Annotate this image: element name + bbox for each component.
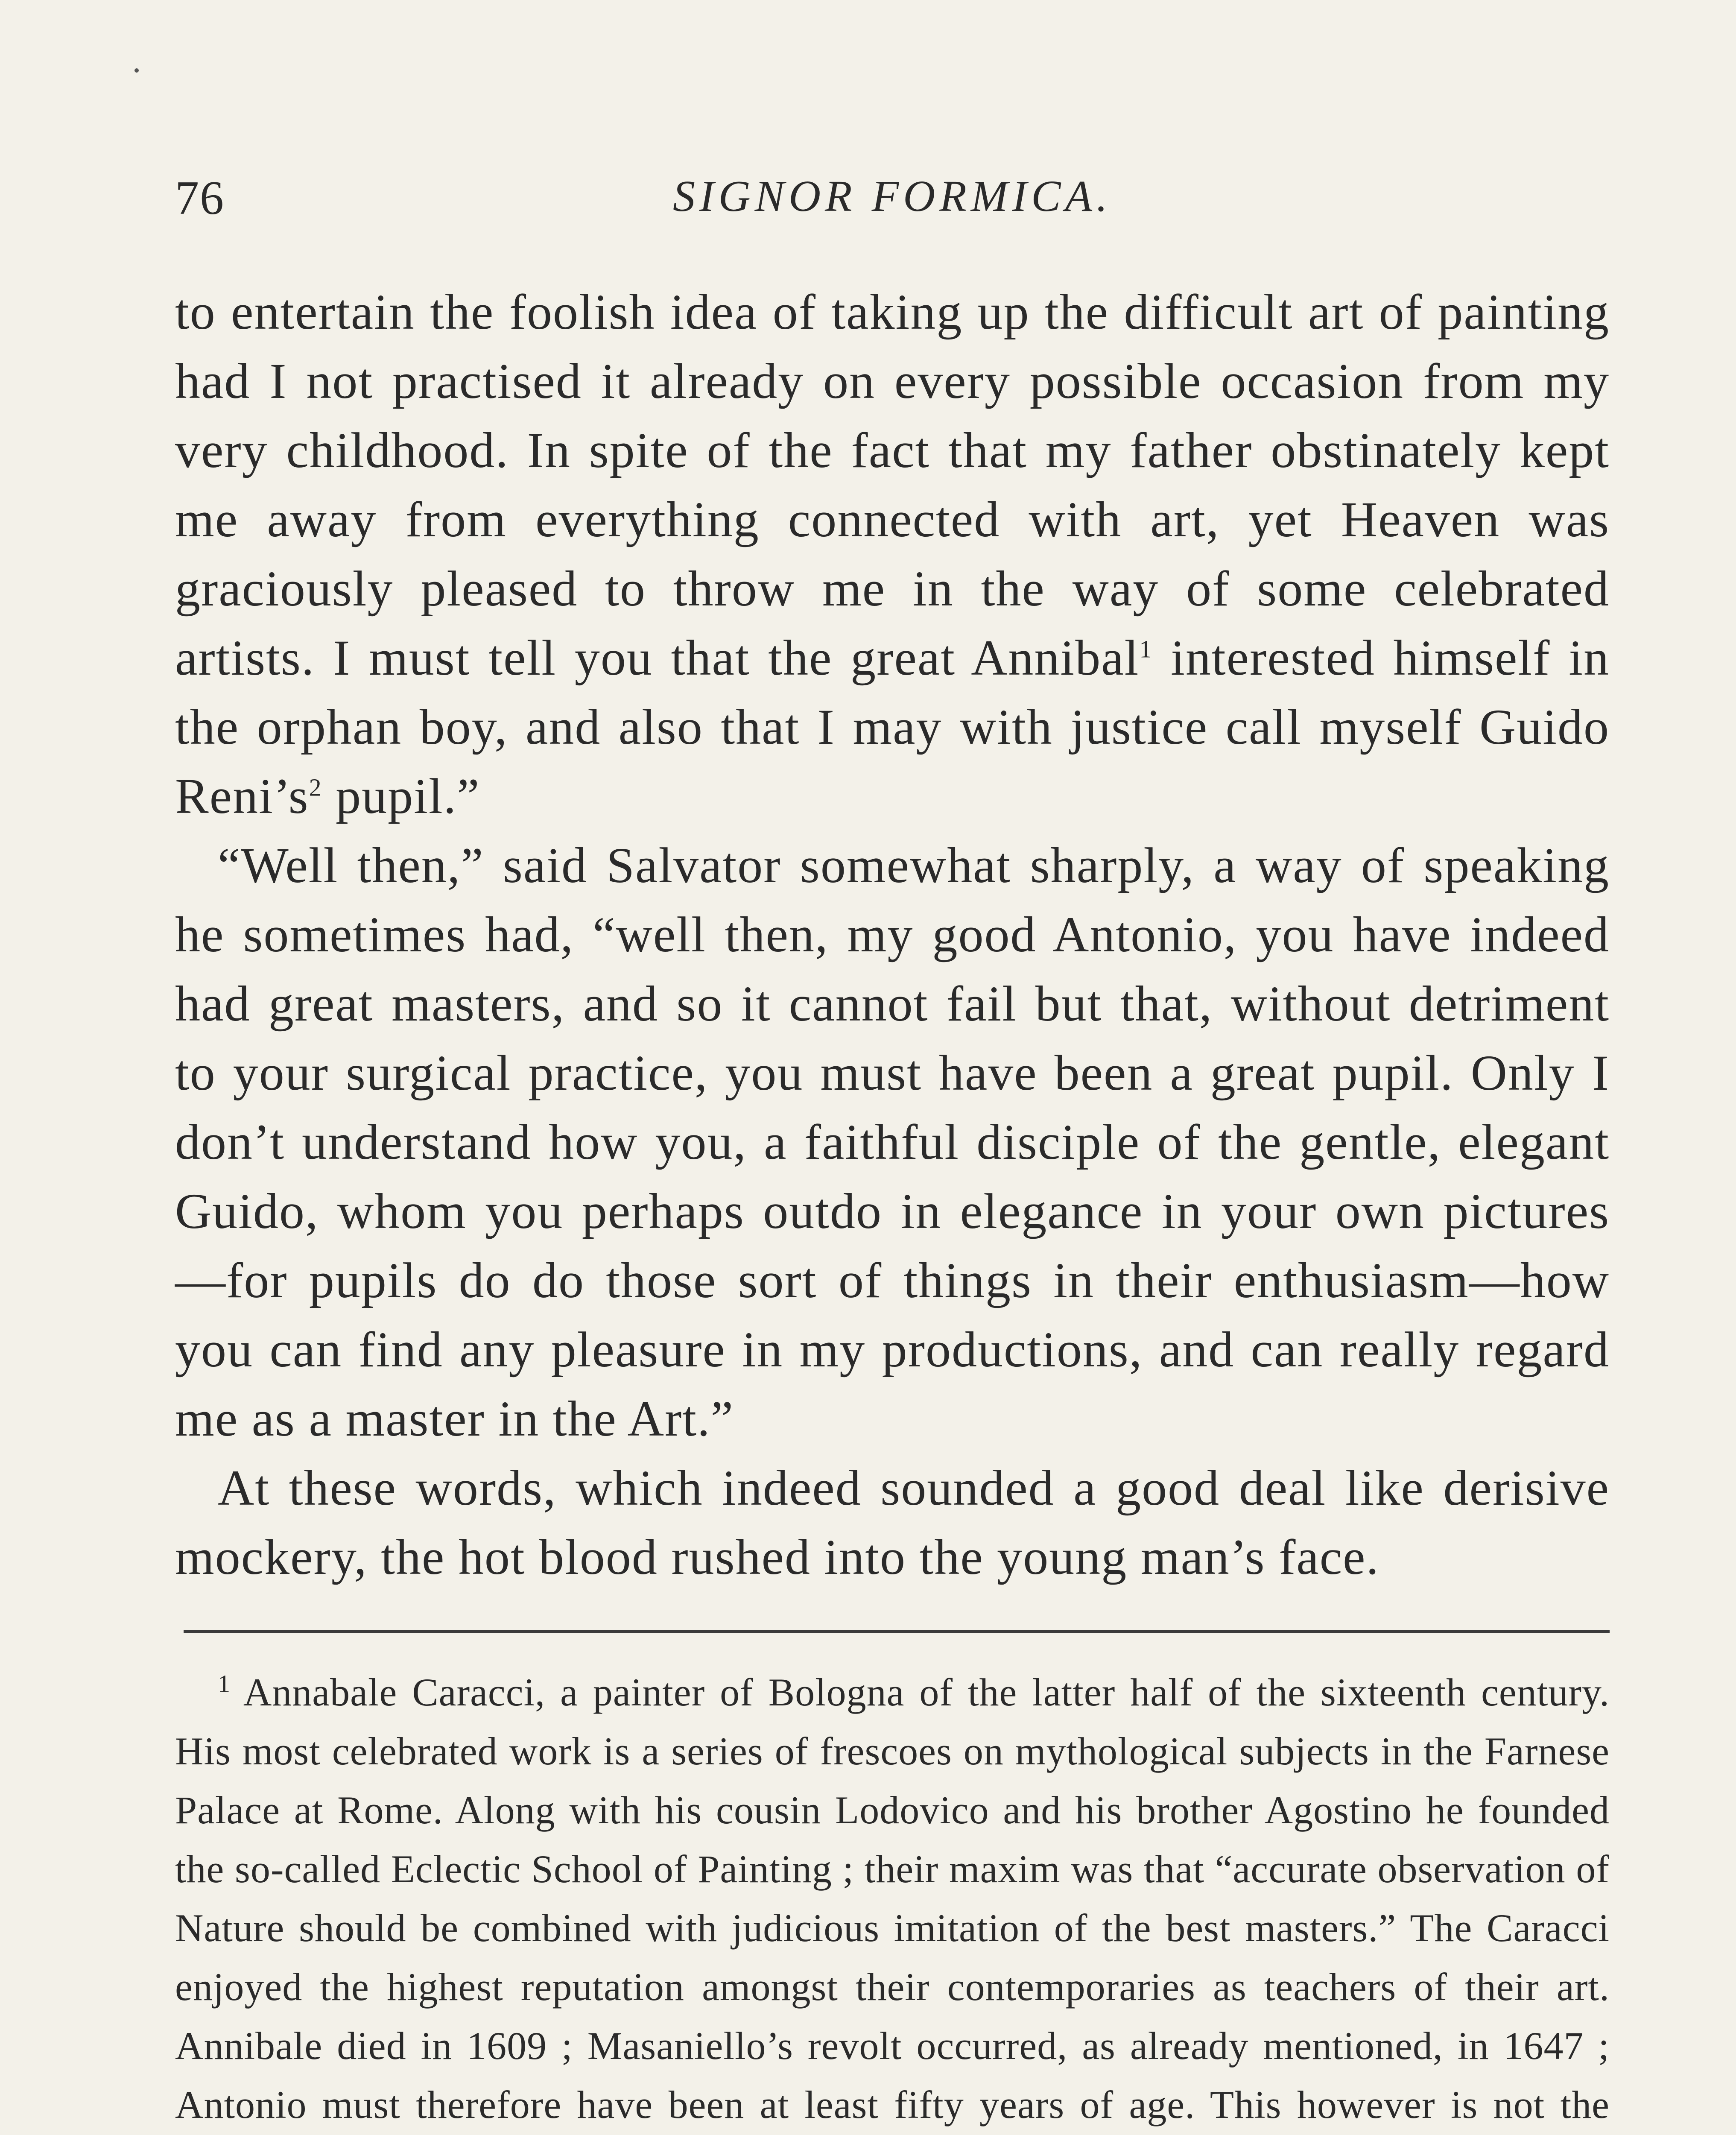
footnote-ref-2: 2 — [309, 773, 322, 801]
paragraph-2: “Well then,” said Salvator somewhat sharply, a way of speaking he sometimes had, “well then, my good Antonio, you have indeed had great masters, and so it cannot fail but that, without detriment to your surgical practice, you must have been a great pupil. Only I don’t understand how you, a faithful disciple of the gentle, elegant Guido, whom you perhaps outdo in elegance in your own pictures—for pupils do do those sort of things in their enthusiasm—how you can find any pleasure in my productions, and can really regard me as a master in the Art.” — [175, 837, 1610, 1447]
main-text — [175, 278, 1610, 1592]
book-page — [175, 162, 1610, 2135]
footnote-1 — [175, 1663, 1610, 2135]
footnotes — [175, 1663, 1610, 2135]
footnote-ref-1: 1 — [1139, 635, 1153, 663]
page-header — [175, 162, 1610, 239]
paragraph-1 — [175, 278, 1610, 831]
paragraph-1-part-b: interested himself in the orphan boy, and also that I may with justice call myself Guido Reni’s — [175, 630, 1610, 824]
paper-speck — [134, 68, 139, 73]
footnote-divider — [184, 1630, 1610, 1633]
page-number: 76 — [175, 172, 225, 225]
footnote-1-marker: 1 — [218, 1670, 231, 1698]
paragraph-3: At these words, which indeed sounded a good deal like derisive mockery, the hot blood rushed into the young man’s face. — [175, 1460, 1610, 1585]
paragraph-1-part-a: to entertain the foolish idea of taking up the difficult art of painting had I not practised it already on every possible occasion from my very childhood. In spite of the fact that my father obstinately kept me away from everything connected with art, yet Heaven was graciously pleased to throw me in the way of some celebrated artists. I must tell you that the great Annibal — [175, 284, 1610, 686]
paragraph-1-part-c: pupil.” — [322, 768, 480, 824]
footnote-1-text: Annabale Caracci, a painter of Bologna of the latter half of the sixteenth century. His most celebrated work is a series of frescoes on mythological subjects in the Farnese Palace at Rome. Along with his cousin Lodovico and his brother Agostino he founded the so-called Eclectic School of Painting ; their maxim was that “accurate observation of Nature should be combined with judicious imitation of the best masters.” The Caracci enjoyed the highest reputation amongst their contemporaries as teachers of their art. Annibale died in 1609 ; Masaniello’s revolt occurred, as already mentioned, in 1647 ; Antonio must therefore have been at least fifty years of age. This however is not the — [175, 1670, 1610, 2126]
running-title: SIGNOR FORMICA. — [672, 172, 1112, 221]
